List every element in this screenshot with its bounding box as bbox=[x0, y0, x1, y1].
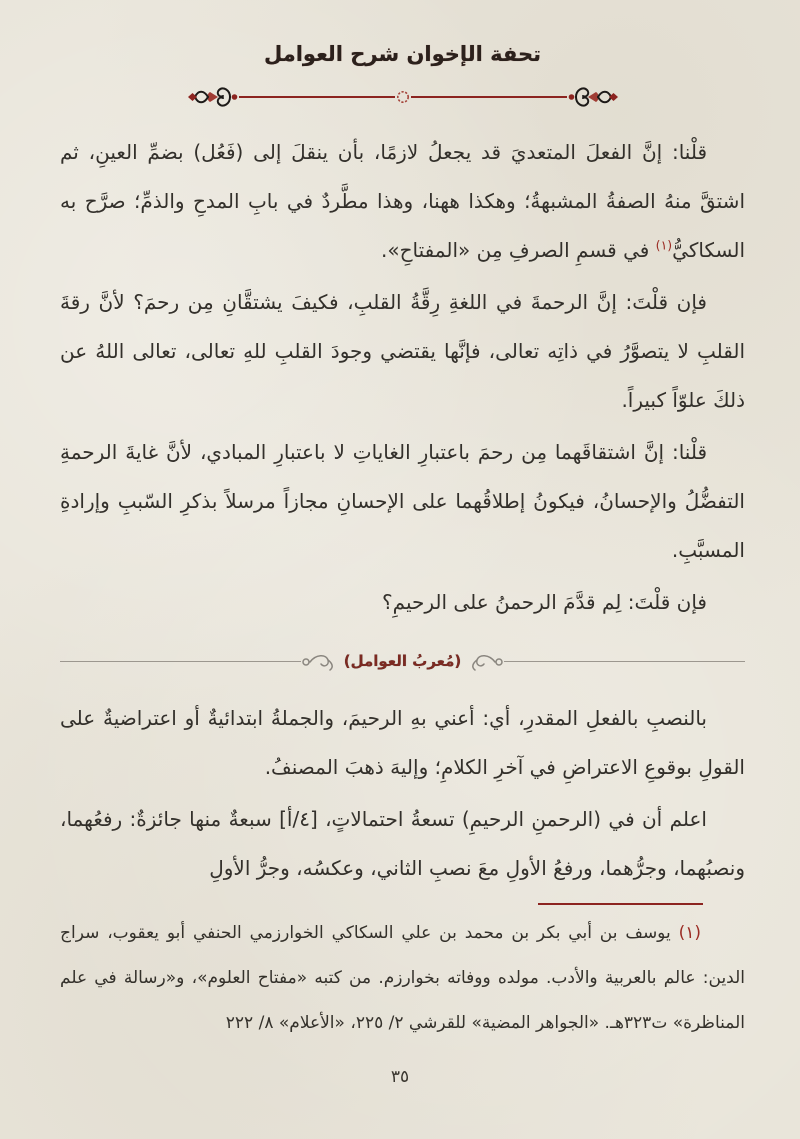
book-title-calligraphy: تحفة الإخوان شرح العوامل bbox=[263, 42, 542, 66]
paragraph-1-text: قلْنا: إنَّ الفعلَ المتعديَ قد يجعلُ لازمًا، بأن ينقلَ إلى (فَعُل) بضمِّ العينِ، ثم اشتقَّ منهُ الصفةُ المشبهةُ؛ وهكذا ههنا، وهذا مطَّردٌ في بابِ المدحِ والذمِّ؛ صرَّح به السكاكيُّ bbox=[60, 140, 745, 262]
flourish-right-icon bbox=[187, 80, 239, 114]
paragraph-6: اعلم أن في (الرحمنِ الرحيمِ) تسعةُ احتمالاتٍ، [٤/أ] سبعةٌ منها جائزةٌ: رفعُهما، ونصبُهما، وجرُّهما، ورفعُ الأولِ معَ نصبِ الثاني، وعكسُه، وجرُّ الأولِ bbox=[60, 807, 745, 880]
paragraph-4: فإن قلْتَ: لِم قدَّمَ الرحمنُ على الرحيمِ؟ bbox=[382, 590, 707, 614]
footnote-1-marker: (١) bbox=[678, 923, 701, 943]
divider-ring-icon bbox=[395, 89, 411, 105]
section-title-calligraphy: (مُعربُ العوامل) bbox=[343, 652, 462, 670]
section-divider bbox=[60, 637, 745, 686]
divider-rule bbox=[239, 96, 395, 98]
header-divider bbox=[187, 80, 619, 114]
section-curl-right-icon bbox=[470, 652, 504, 672]
page-header bbox=[60, 42, 745, 114]
divider-rule bbox=[411, 96, 567, 98]
footnote-separator bbox=[538, 903, 703, 905]
main-text bbox=[60, 128, 745, 893]
paragraph-5: بالنصبِ بالفعلِ المقدرِ، أي: أعني بهِ الرحيمَ، والجملةُ ابتدائيةٌ أو اعتراضيةٌ على القولِ بوقوعِ الاعتراضِ في آخرِ الكلامِ؛ وإليهَ ذهبَ المصنفُ. bbox=[60, 706, 745, 779]
section-curl-left-icon bbox=[301, 652, 335, 672]
flourish-left-icon bbox=[567, 80, 619, 114]
paragraph-3: قلْنا: إنَّ اشتقاقَهما مِن رحمَ باعتبارِ الغاياتِ لا باعتبارِ المبادي، لأنَّ غايةَ الرحمةِ التفضُّلُ والإحسانُ، فيكونُ إطلاقُهما على الإحسانِ مجازاً مرسلاً بذكرِ السّببِ وإرادةِ المسبَّبِ. bbox=[60, 440, 745, 562]
page-number: ٣٥ bbox=[390, 1067, 410, 1087]
section-divider-rule bbox=[504, 661, 745, 662]
footnote-reference-1: (١) bbox=[655, 237, 673, 253]
paragraph-1-text-after: في قسمِ الصرفِ مِن «المفتاحِ». bbox=[381, 238, 656, 262]
paragraph-2: فإن قلْتَ: إنَّ الرحمةَ في اللغةِ رِقَّةُ القلبِ، فكيفَ يشتقَّانِ مِن رحمَ؟ لأنَّ رقةَ القلبِ لا يتصوَّرُ في ذاتِه تعالى، فإنَّها يقتضي وجودَ القلبِ للهِ تعالى، تعالى اللهُ عن ذلكَ علوّاً كبيراً. bbox=[60, 290, 745, 412]
paragraph-1 bbox=[60, 128, 745, 275]
section-divider-rule bbox=[60, 661, 301, 662]
footnote-1 bbox=[60, 911, 745, 1046]
footnote-area bbox=[60, 903, 745, 1046]
footnote-1-text: يوسف بن أبي بكر بن محمد بن علي السكاكي الخوارزمي الحنفي أبو يعقوب، سراج الدين: عالم بالعربية والأدب. مولده ووفاته بخوارزم. من كتبه «مفتاح العلوم»، و«رسالة في علم المناظرة» ت٣٢٣هـ. «الجواهر المضية» للقرشي ٢/ ٢٢٥، «الأعلام» ٨/ ٢٢٢ bbox=[60, 923, 745, 1033]
